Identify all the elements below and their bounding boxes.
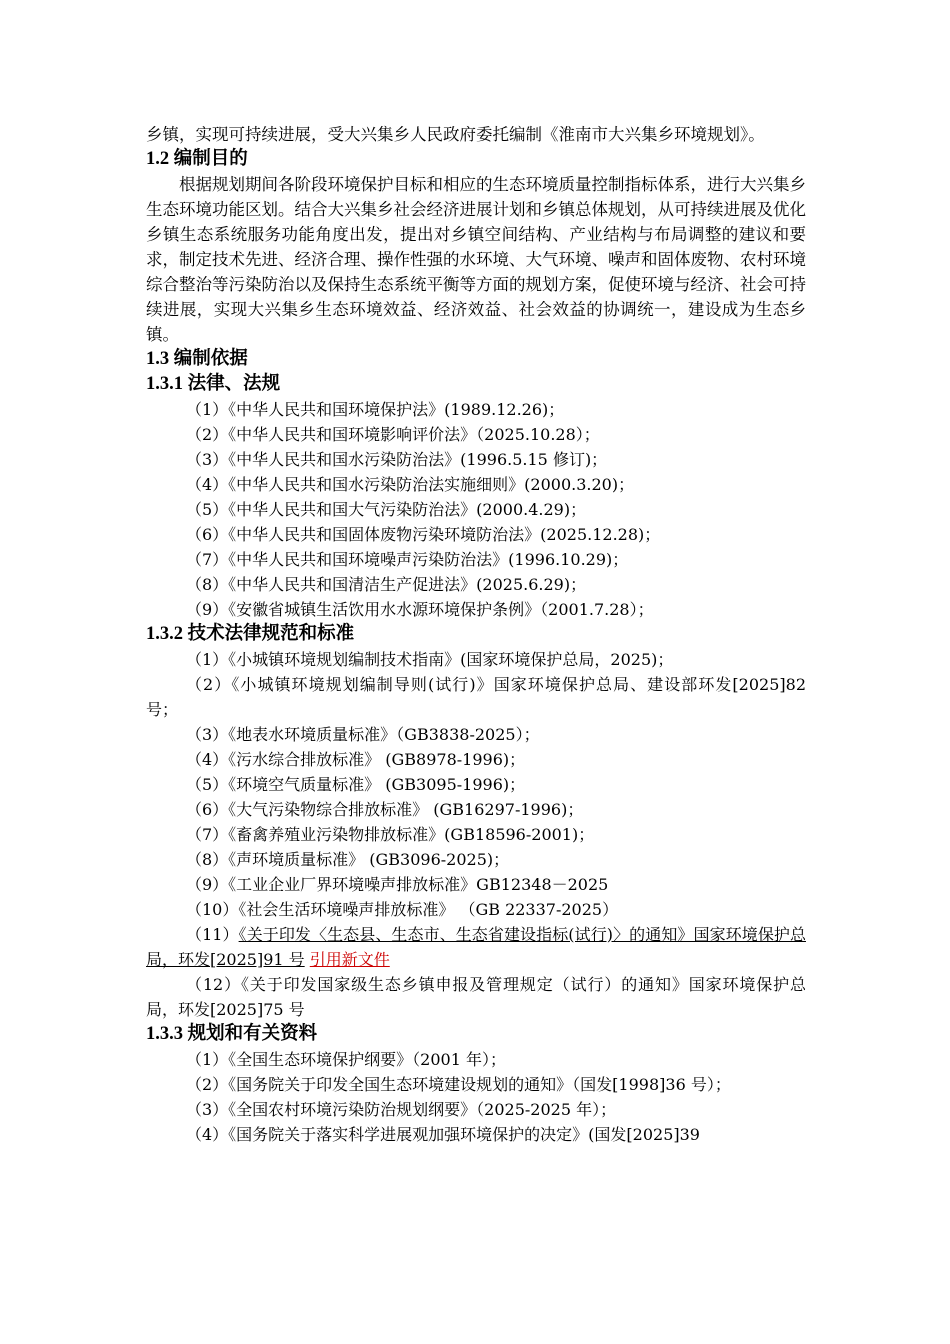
list-item: （7）《中华人民共和国环境噪声污染防治法》(1996.10.29)； <box>186 550 629 569</box>
list-item: （12）《关于印发国家级生态乡镇申报及管理规定（试行）的通知》国家环境保护总局，环发[2025]75 号 <box>146 975 806 1019</box>
list-item: （4）《国务院关于落实科学进展观加强环境保护的决定》(国发[2025]39 <box>186 1125 700 1144</box>
list-item: （4）《中华人民共和国水污染防治法实施细则》(2000.3.20)； <box>186 475 635 494</box>
list-item: （10）《社会生活环境噪声排放标准》 （GB 22337-2025） <box>186 900 619 919</box>
list-item: （2）《国务院关于印发全国生态环境建设规划的通知》（国发[1998]36 号）； <box>186 1075 731 1094</box>
section-heading-1-3: 1.3 编制依据 <box>146 349 248 369</box>
section-heading-1-2: 1.2 编制目的 <box>146 149 248 169</box>
cite-new-document-link[interactable]: 引用新文件 <box>309 950 390 969</box>
list-item: （6）《大气污染物综合排放标准》 (GB16297-1996)； <box>186 800 584 819</box>
section-heading-1-3-2: 1.3.2 技术法律规范和标准 <box>146 624 355 644</box>
list-item: （3）《中华人民共和国水污染防治法》(1996.5.15 修订)； <box>186 450 608 469</box>
list-item: （9）《安徽省城镇生活饮用水水源环境保护条例》（2001.7.28）； <box>186 600 654 619</box>
list-item: （9）《工业企业厂界环境噪声排放标准》GB12348－2025 <box>186 875 609 894</box>
list-item: （2）《小城镇环境规划编制导则(试行)》国家环境保护总局、建设部环发[2025]82 号； <box>146 675 806 719</box>
laws-list <box>146 397 806 622</box>
list-item: （1）《小城镇环境规划编制技术指南》(国家环境保护总局，2025)； <box>186 650 674 669</box>
document-page <box>146 122 806 1147</box>
section-heading-1-3-1: 1.3.1 法律、法规 <box>146 374 281 394</box>
list-item: （1）《中华人民共和国环境保护法》(1989.12.26)； <box>186 400 565 419</box>
list-item: （1）《全国生态环境保护纲要》（2001 年）； <box>186 1050 506 1069</box>
item-11-number: （11） <box>186 925 239 944</box>
list-item: （3）《全国农村环境污染防治规划纲要》（2025-2025 年）； <box>186 1100 617 1119</box>
list-item: （5）《中华人民共和国大气污染防治法》(2000.4.29)； <box>186 500 587 519</box>
intro-paragraph: 乡镇，实现可持续进展，受大兴集乡人民政府委托编制《淮南市大兴集乡环境规划》。 <box>146 125 765 144</box>
list-item: （2）《中华人民共和国环境影响评价法》（2025.10.28）； <box>186 425 600 444</box>
item-11-underlined-text: 《关于印发〈生态县、生态市、生态省建设指标(试行)〉的通知》国家环境保护总局，环发[2025]91 号 <box>146 925 806 969</box>
list-item-11 <box>146 922 806 972</box>
section-heading-1-3-3: 1.3.3 规划和有关资料 <box>146 1024 318 1044</box>
purpose-paragraph: 根据规划期间各阶段环境保护目标和相应的生态环境质量控制指标体系，进行大兴集乡生态环境功能区划。结合大兴集乡社会经济进展计划和乡镇总体规划，从可持续进展及优化乡镇生态系统服务功能角度出发，提出对乡镇空间结构、产业结构与布局调整的建议和要求，制定技术先进、经济合理、操作性强的水环境、大气环境、噪声和固体废物、农村环境综合整治等污染防治以及保持生态系统平衡等方面的规划方案，促使环境与经济、社会可持续进展，实现大兴集乡生态环境效益、经济效益、社会效益的协调统一，建设成为生态乡镇。 <box>146 175 806 344</box>
list-item: （5）《环境空气质量标准》 (GB3095-1996)； <box>186 775 526 794</box>
list-item: （6）《中华人民共和国固体废物污染环境防治法》(2025.12.28)； <box>186 525 661 544</box>
list-item: （7）《畜禽养殖业污染物排放标准》(GB18596-2001)； <box>186 825 595 844</box>
list-item: （3）《地表水环境质量标准》（GB3838-2025）； <box>186 725 540 744</box>
references-list <box>146 1047 806 1147</box>
standards-list <box>146 647 806 1022</box>
list-item: （8）《中华人民共和国清洁生产促进法》(2025.6.29)； <box>186 575 587 594</box>
list-item: （4）《污水综合排放标准》 (GB8978-1996)； <box>186 750 526 769</box>
list-item: （8）《声环境质量标准》 (GB3096-2025)； <box>186 850 510 869</box>
